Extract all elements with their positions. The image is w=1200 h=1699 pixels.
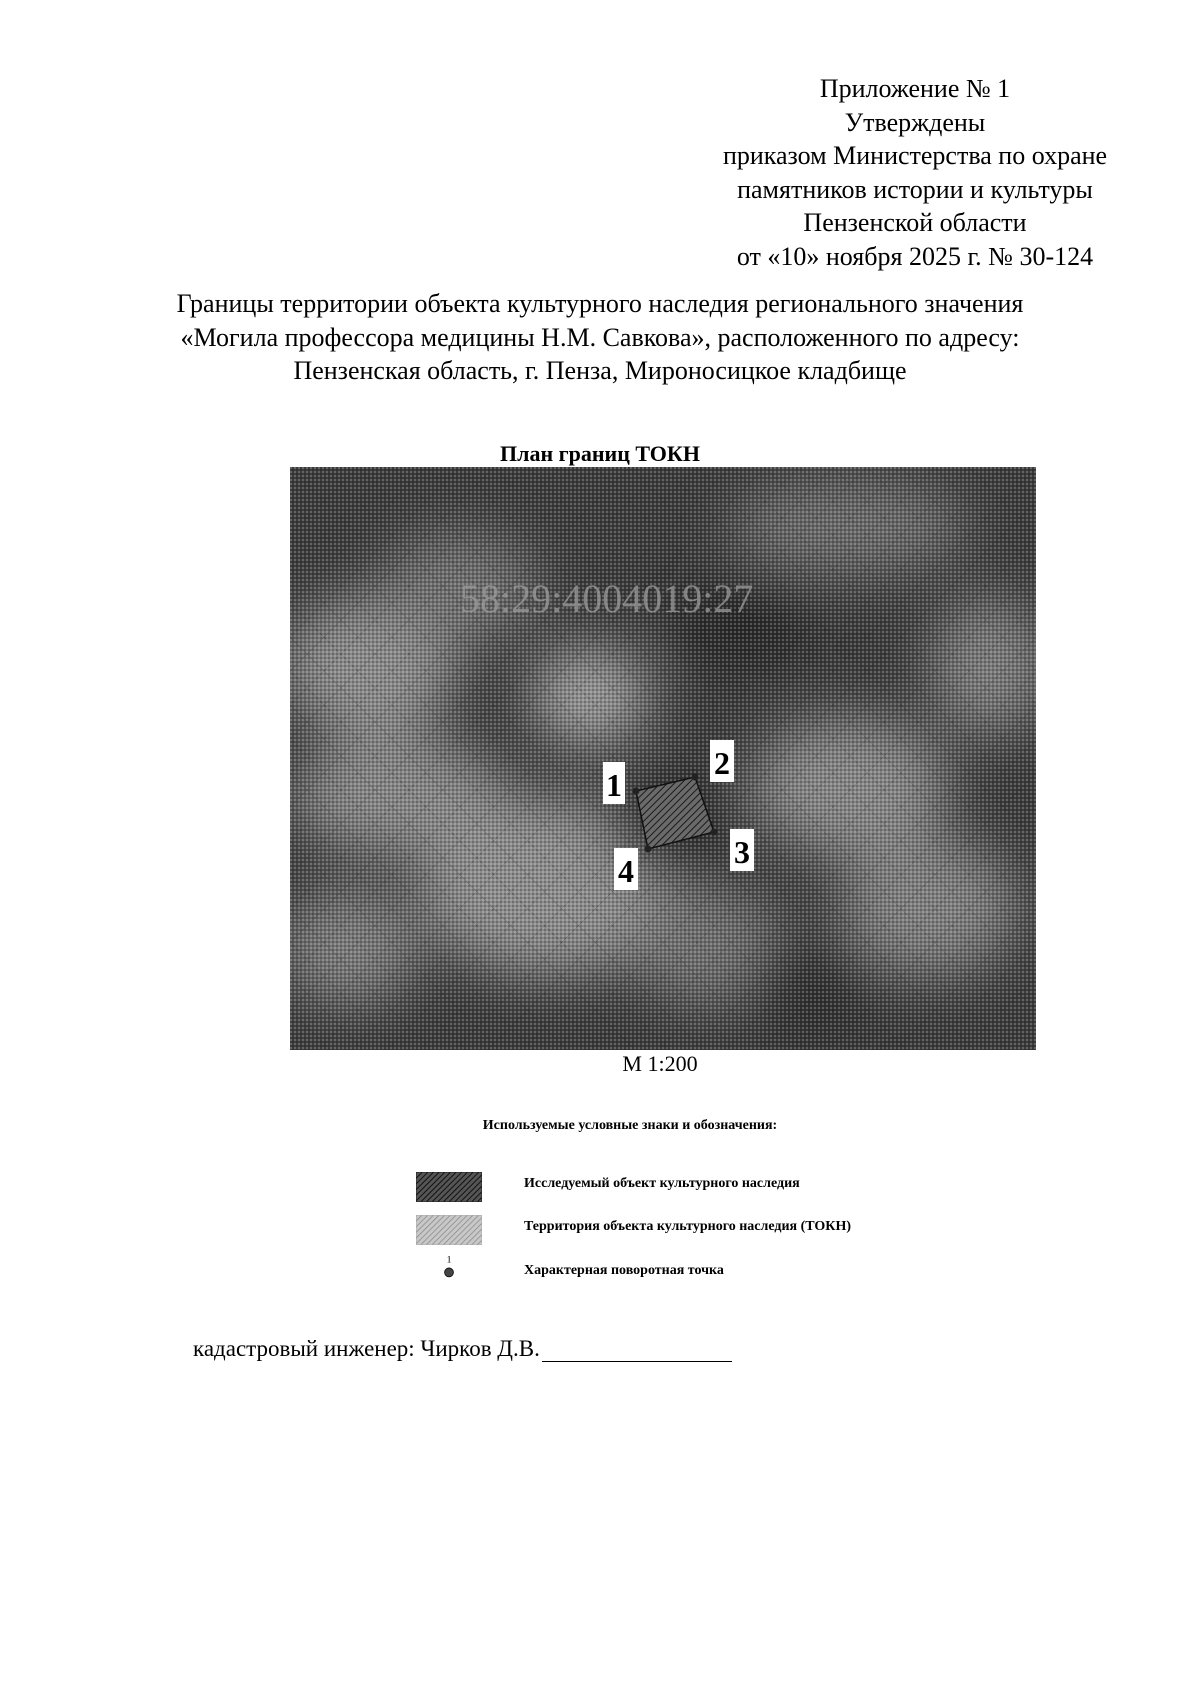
map-scale: М 1:200 [622,1051,698,1076]
appendix-number: Приложение № 1 [819,74,1011,103]
legend-title: Используемые условные знаки и обозначения: [482,1118,778,1133]
order-date-number: от «10» ноября 2025 г. № 30-124 [736,241,1094,271]
legend-label: Исследуемый объект культурного наследия [524,1176,800,1191]
point-label-4 [614,848,638,890]
dark-hatched-swatch [416,1172,482,1202]
svg-text:1: 1 [446,1254,452,1266]
approval-line: памятников истории и культуры [737,174,1093,204]
title-line: Границы территории объекта культурного наследия регионального значения [176,289,1024,318]
title-line: Пензенская область, г. Пенза, Мироносицкое кладбище [293,356,907,385]
signature-blank [542,1339,732,1362]
approval-line: Пензенской области [803,208,1027,237]
svg-text:2: 2 [714,745,730,781]
point-label-1 [603,762,625,804]
signature-line [193,1336,732,1362]
approval-line: приказом Министерства по охране [722,141,1108,170]
turning-point-marker [692,774,699,781]
svg-text:1: 1 [606,767,622,803]
svg-text:3: 3 [734,834,750,870]
light-hatched-swatch [416,1215,482,1245]
svg-text:4: 4 [618,853,634,889]
title-line: «Могила профессора медицины Н.М. Савкова», расположенного по адресу: [180,322,1020,352]
turning-point-marker [711,829,718,836]
point-label-3 [730,829,754,871]
approval-block [695,72,1135,273]
approved-label: Утверждены [844,107,986,137]
boundary-plan-map [290,467,1036,1050]
plan-caption: План границ ТОКН [500,441,700,466]
legend-label: Характерная поворотная точка [524,1263,724,1278]
cadastral-number-label: 58:29:4004019:27 [460,576,754,621]
turning-point-marker [645,846,652,853]
turning-point-marker [633,788,640,795]
cadastral-engineer-label: кадастровый инженер: Чирков Д.В. [193,1336,540,1361]
turning-point-icon [416,1253,482,1283]
point-label-2 [710,740,734,782]
document-title [100,287,1100,388]
legend-label: Территория объекта культурного наследия (ТОКН) [524,1219,852,1234]
